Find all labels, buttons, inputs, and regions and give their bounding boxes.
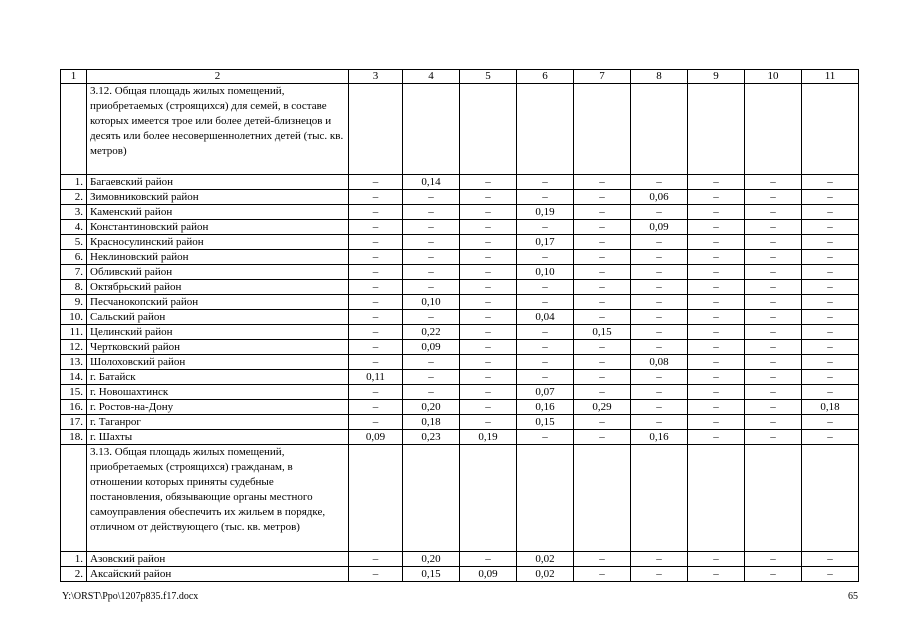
value-cell: –: [574, 205, 631, 220]
value-cell: –: [574, 295, 631, 310]
row-number: 2.: [61, 190, 87, 205]
value-cell: 0,14: [403, 175, 460, 190]
district-name: г. Ростов-на-Дону: [87, 400, 349, 415]
value-cell: 0,16: [517, 400, 574, 415]
value-cell: –: [688, 415, 745, 430]
value-cell: –: [688, 400, 745, 415]
value-cell: –: [349, 567, 403, 582]
value-cell: –: [349, 175, 403, 190]
value-cell: –: [745, 415, 802, 430]
section-title-row: [61, 445, 859, 552]
value-cell: –: [802, 205, 859, 220]
value-cell: –: [460, 175, 517, 190]
district-name: Аксайский район: [87, 567, 349, 582]
column-number-6: 6: [517, 70, 574, 84]
row-number: 17.: [61, 415, 87, 430]
value-cell: –: [802, 295, 859, 310]
value-cell: –: [745, 280, 802, 295]
value-cell: –: [460, 400, 517, 415]
row-number: 10.: [61, 310, 87, 325]
footer-file-path: Y:\ORST\Ppo\1207p835.f17.docx: [62, 591, 199, 602]
value-cell: –: [460, 415, 517, 430]
table-body: [61, 70, 859, 582]
value-cell: –: [802, 430, 859, 445]
value-cell: –: [574, 310, 631, 325]
value-cell: –: [745, 552, 802, 567]
empty-cell: [349, 84, 403, 175]
table-row: [61, 205, 859, 220]
value-cell: –: [631, 250, 688, 265]
value-cell: –: [349, 235, 403, 250]
value-cell: –: [403, 235, 460, 250]
value-cell: –: [688, 295, 745, 310]
value-cell: –: [574, 265, 631, 280]
value-cell: 0,15: [574, 325, 631, 340]
value-cell: –: [745, 175, 802, 190]
column-number-row: [61, 70, 859, 84]
value-cell: –: [403, 250, 460, 265]
value-cell: 0,16: [631, 430, 688, 445]
empty-cell: [688, 84, 745, 175]
district-name: Зимовниковский район: [87, 190, 349, 205]
value-cell: –: [631, 175, 688, 190]
column-number-2: 2: [87, 70, 349, 84]
value-cell: –: [517, 340, 574, 355]
table-row: [61, 415, 859, 430]
value-cell: –: [688, 175, 745, 190]
empty-cell: [574, 445, 631, 552]
value-cell: 0,29: [574, 400, 631, 415]
value-cell: –: [403, 190, 460, 205]
value-cell: –: [688, 430, 745, 445]
empty-cell: [688, 445, 745, 552]
district-name: г. Батайск: [87, 370, 349, 385]
value-cell: –: [688, 220, 745, 235]
value-cell: –: [460, 280, 517, 295]
row-number: 4.: [61, 220, 87, 235]
value-cell: 0,20: [403, 400, 460, 415]
value-cell: 0,09: [631, 220, 688, 235]
table-row: [61, 325, 859, 340]
value-cell: –: [517, 250, 574, 265]
value-cell: –: [802, 310, 859, 325]
value-cell: –: [688, 385, 745, 400]
row-number: 6.: [61, 250, 87, 265]
row-number: 14.: [61, 370, 87, 385]
value-cell: –: [688, 190, 745, 205]
value-cell: –: [574, 430, 631, 445]
column-number-9: 9: [688, 70, 745, 84]
table-row: [61, 430, 859, 445]
column-number-7: 7: [574, 70, 631, 84]
value-cell: –: [802, 567, 859, 582]
value-cell: –: [349, 220, 403, 235]
value-cell: –: [460, 355, 517, 370]
value-cell: 0,15: [403, 567, 460, 582]
value-cell: –: [802, 385, 859, 400]
empty-cell: [631, 445, 688, 552]
row-number: 9.: [61, 295, 87, 310]
value-cell: –: [403, 385, 460, 400]
value-cell: –: [574, 567, 631, 582]
table-row: [61, 295, 859, 310]
value-cell: –: [688, 265, 745, 280]
value-cell: –: [403, 205, 460, 220]
value-cell: –: [349, 250, 403, 265]
value-cell: –: [349, 280, 403, 295]
value-cell: –: [460, 340, 517, 355]
empty-cell: [802, 84, 859, 175]
column-number-8: 8: [631, 70, 688, 84]
value-cell: 0,18: [802, 400, 859, 415]
value-cell: –: [460, 205, 517, 220]
value-cell: –: [349, 415, 403, 430]
column-number-3: 3: [349, 70, 403, 84]
value-cell: –: [802, 220, 859, 235]
value-cell: –: [688, 340, 745, 355]
value-cell: –: [745, 190, 802, 205]
district-name: Чертковский район: [87, 340, 349, 355]
row-number: 13.: [61, 355, 87, 370]
value-cell: –: [460, 250, 517, 265]
value-cell: –: [517, 175, 574, 190]
value-cell: –: [631, 552, 688, 567]
empty-cell: [61, 84, 87, 175]
value-cell: –: [574, 280, 631, 295]
row-number: 16.: [61, 400, 87, 415]
value-cell: –: [460, 220, 517, 235]
value-cell: –: [631, 567, 688, 582]
district-name: Красносулинский район: [87, 235, 349, 250]
value-cell: 0,15: [517, 415, 574, 430]
value-cell: –: [745, 235, 802, 250]
value-cell: –: [631, 370, 688, 385]
column-number-4: 4: [403, 70, 460, 84]
value-cell: –: [574, 190, 631, 205]
value-cell: –: [688, 370, 745, 385]
value-cell: –: [745, 295, 802, 310]
value-cell: –: [802, 415, 859, 430]
value-cell: 0,10: [403, 295, 460, 310]
value-cell: –: [574, 340, 631, 355]
district-name: Октябрьский район: [87, 280, 349, 295]
table-row: [61, 265, 859, 280]
empty-cell: [460, 84, 517, 175]
empty-cell: [460, 445, 517, 552]
value-cell: 0,02: [517, 552, 574, 567]
table-row: [61, 340, 859, 355]
value-cell: 0,23: [403, 430, 460, 445]
empty-cell: [574, 84, 631, 175]
row-number: 12.: [61, 340, 87, 355]
value-cell: –: [574, 355, 631, 370]
empty-cell: [403, 445, 460, 552]
empty-cell: [349, 445, 403, 552]
district-name: Обливский район: [87, 265, 349, 280]
value-cell: 0,04: [517, 310, 574, 325]
value-cell: 0,18: [403, 415, 460, 430]
value-cell: –: [631, 235, 688, 250]
value-cell: –: [517, 295, 574, 310]
value-cell: 0,17: [517, 235, 574, 250]
value-cell: –: [517, 370, 574, 385]
table-row: [61, 567, 859, 582]
row-number: 3.: [61, 205, 87, 220]
section-title-row: [61, 84, 859, 175]
value-cell: –: [574, 220, 631, 235]
value-cell: –: [802, 265, 859, 280]
value-cell: –: [574, 250, 631, 265]
table-row: [61, 310, 859, 325]
value-cell: –: [574, 370, 631, 385]
value-cell: –: [460, 370, 517, 385]
value-cell: –: [631, 415, 688, 430]
value-cell: –: [802, 340, 859, 355]
value-cell: –: [745, 567, 802, 582]
row-number: 15.: [61, 385, 87, 400]
value-cell: –: [403, 280, 460, 295]
page-number: 65: [848, 591, 858, 602]
value-cell: –: [460, 235, 517, 250]
empty-cell: [631, 84, 688, 175]
table-row: [61, 552, 859, 567]
value-cell: –: [403, 310, 460, 325]
value-cell: –: [745, 250, 802, 265]
value-cell: –: [802, 325, 859, 340]
table-row: [61, 400, 859, 415]
value-cell: –: [745, 220, 802, 235]
value-cell: –: [403, 220, 460, 235]
value-cell: –: [688, 205, 745, 220]
district-name: г. Шахты: [87, 430, 349, 445]
district-name: Каменский район: [87, 205, 349, 220]
value-cell: –: [688, 325, 745, 340]
column-number-10: 10: [745, 70, 802, 84]
empty-cell: [517, 84, 574, 175]
value-cell: –: [517, 190, 574, 205]
value-cell: –: [802, 175, 859, 190]
value-cell: –: [574, 415, 631, 430]
value-cell: –: [631, 265, 688, 280]
section-title: 3.13. Общая площадь жилых помещений, приобретаемых (строящихся) гражданам, в отношении которых приняты судебные постановления, обязывающие органы местного самоуправления обеспечить их жильем в порядке, отличном от действующего (тыс. кв. метров): [87, 445, 349, 552]
section-title: 3.12. Общая площадь жилых помещений, приобретаемых (строящихся) для семей, в составе которых имеется трое или более детей-близнецов и десять или более несовершеннолетних детей (тыс. кв. метров): [87, 84, 349, 175]
district-name: г. Новошахтинск: [87, 385, 349, 400]
value-cell: –: [349, 190, 403, 205]
value-cell: –: [745, 340, 802, 355]
value-cell: –: [460, 190, 517, 205]
value-cell: –: [688, 310, 745, 325]
row-number: 11.: [61, 325, 87, 340]
value-cell: –: [688, 567, 745, 582]
value-cell: –: [745, 370, 802, 385]
value-cell: 0,11: [349, 370, 403, 385]
value-cell: –: [349, 295, 403, 310]
table-row: [61, 250, 859, 265]
value-cell: 0,09: [349, 430, 403, 445]
empty-cell: [745, 84, 802, 175]
value-cell: –: [349, 340, 403, 355]
value-cell: –: [802, 370, 859, 385]
value-cell: –: [574, 552, 631, 567]
table-row: [61, 385, 859, 400]
value-cell: –: [349, 325, 403, 340]
value-cell: –: [349, 310, 403, 325]
district-name: г. Таганрог: [87, 415, 349, 430]
row-number: 1.: [61, 175, 87, 190]
value-cell: 0,07: [517, 385, 574, 400]
row-number: 1.: [61, 552, 87, 567]
value-cell: –: [460, 385, 517, 400]
value-cell: 0,09: [460, 567, 517, 582]
table-row: [61, 235, 859, 250]
value-cell: –: [688, 235, 745, 250]
value-cell: –: [349, 385, 403, 400]
table-row: [61, 190, 859, 205]
value-cell: –: [745, 385, 802, 400]
value-cell: –: [745, 325, 802, 340]
value-cell: 0,10: [517, 265, 574, 280]
value-cell: 0,02: [517, 567, 574, 582]
value-cell: –: [631, 385, 688, 400]
column-number-5: 5: [460, 70, 517, 84]
value-cell: –: [745, 310, 802, 325]
table-row: [61, 370, 859, 385]
value-cell: –: [631, 295, 688, 310]
value-cell: –: [802, 355, 859, 370]
value-cell: –: [631, 280, 688, 295]
value-cell: –: [403, 265, 460, 280]
row-number: 8.: [61, 280, 87, 295]
value-cell: –: [688, 355, 745, 370]
value-cell: –: [745, 265, 802, 280]
value-cell: –: [517, 220, 574, 235]
value-cell: –: [688, 250, 745, 265]
value-cell: –: [802, 552, 859, 567]
column-number-11: 11: [802, 70, 859, 84]
value-cell: –: [349, 355, 403, 370]
empty-cell: [403, 84, 460, 175]
value-cell: –: [403, 355, 460, 370]
table-row: [61, 220, 859, 235]
value-cell: 0,19: [460, 430, 517, 445]
value-cell: –: [460, 310, 517, 325]
district-name: Багаевский район: [87, 175, 349, 190]
value-cell: 0,19: [517, 205, 574, 220]
empty-cell: [517, 445, 574, 552]
value-cell: –: [745, 430, 802, 445]
empty-cell: [61, 445, 87, 552]
row-number: 2.: [61, 567, 87, 582]
column-number-1: 1: [61, 70, 87, 84]
value-cell: 0,08: [631, 355, 688, 370]
value-cell: –: [802, 250, 859, 265]
value-cell: –: [517, 430, 574, 445]
district-name: Неклиновский район: [87, 250, 349, 265]
empty-cell: [802, 445, 859, 552]
district-name: Шолоховский район: [87, 355, 349, 370]
value-cell: –: [631, 340, 688, 355]
value-cell: –: [460, 552, 517, 567]
value-cell: –: [802, 235, 859, 250]
value-cell: –: [574, 235, 631, 250]
value-cell: –: [631, 325, 688, 340]
district-name: Сальский район: [87, 310, 349, 325]
empty-cell: [745, 445, 802, 552]
data-table: [60, 69, 859, 582]
value-cell: –: [631, 400, 688, 415]
value-cell: –: [349, 552, 403, 567]
row-number: 7.: [61, 265, 87, 280]
value-cell: –: [403, 370, 460, 385]
value-cell: –: [460, 325, 517, 340]
value-cell: –: [517, 325, 574, 340]
value-cell: –: [745, 205, 802, 220]
value-cell: –: [349, 205, 403, 220]
value-cell: –: [349, 265, 403, 280]
value-cell: –: [802, 280, 859, 295]
value-cell: 0,09: [403, 340, 460, 355]
table-row: [61, 280, 859, 295]
table-row: [61, 355, 859, 370]
value-cell: –: [517, 355, 574, 370]
value-cell: 0,06: [631, 190, 688, 205]
value-cell: –: [574, 175, 631, 190]
value-cell: –: [349, 400, 403, 415]
value-cell: –: [745, 400, 802, 415]
value-cell: –: [688, 280, 745, 295]
value-cell: –: [688, 552, 745, 567]
value-cell: –: [802, 190, 859, 205]
value-cell: –: [460, 265, 517, 280]
value-cell: –: [460, 295, 517, 310]
district-name: Целинский район: [87, 325, 349, 340]
row-number: 5.: [61, 235, 87, 250]
value-cell: –: [631, 310, 688, 325]
value-cell: –: [631, 205, 688, 220]
value-cell: –: [745, 355, 802, 370]
district-name: Азовский район: [87, 552, 349, 567]
value-cell: 0,20: [403, 552, 460, 567]
value-cell: –: [574, 385, 631, 400]
table-row: [61, 175, 859, 190]
row-number: 18.: [61, 430, 87, 445]
district-name: Песчанокопский район: [87, 295, 349, 310]
value-cell: 0,22: [403, 325, 460, 340]
value-cell: –: [517, 280, 574, 295]
district-name: Константиновский район: [87, 220, 349, 235]
